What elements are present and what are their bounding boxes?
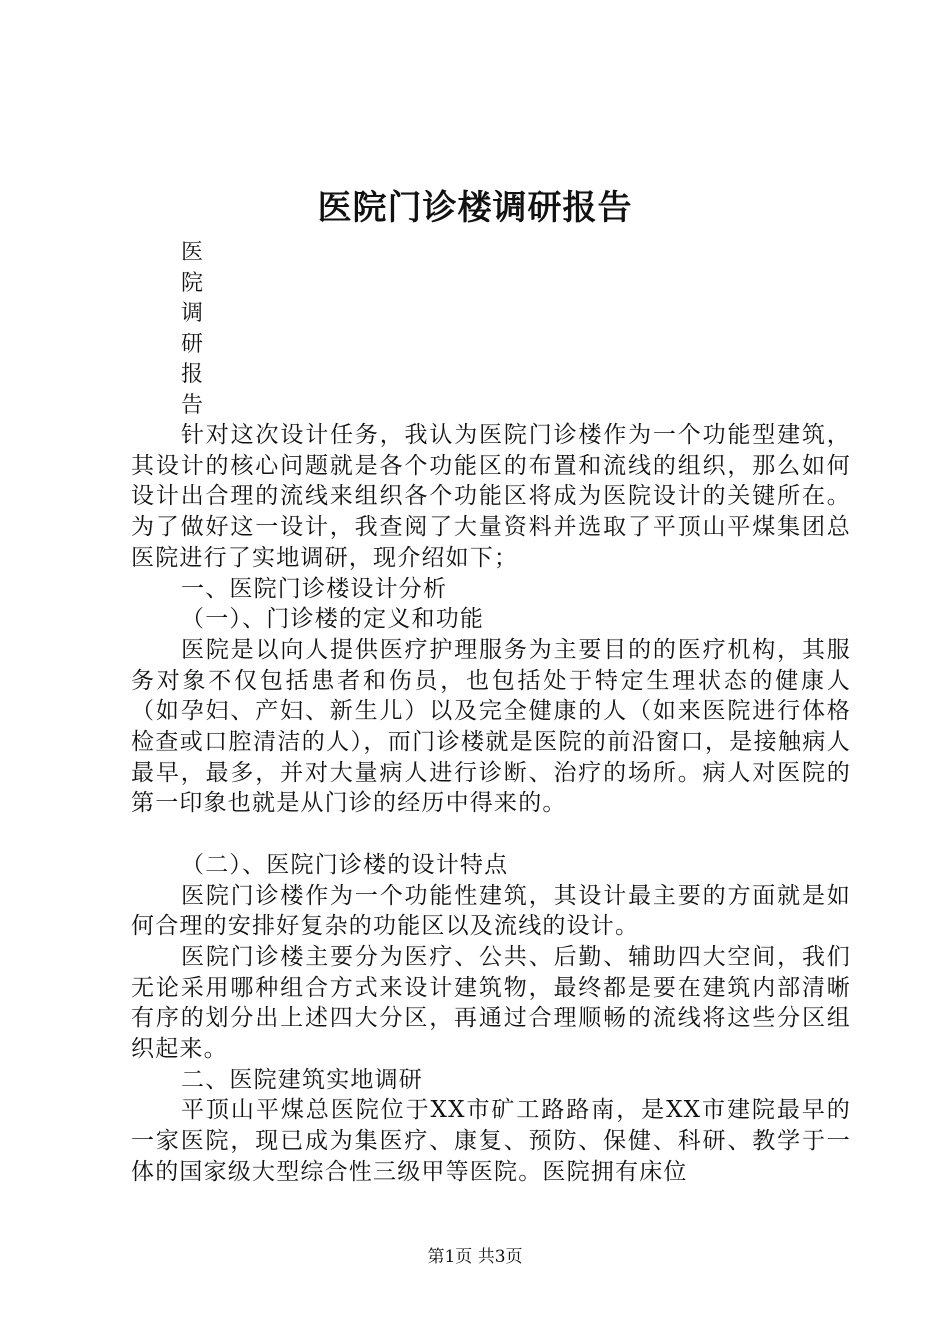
intro-paragraph: 针对这次设计任务，我认为医院门诊楼作为一个功能型建筑，其设计的核心问题就是各个功能区的布置和流线的组织，那么如何设计出合理的流线来组织各个功能区将成为医院设计的关键所在。为了做好这一设计，我查阅了大量资料并选取了平顶山平煤集团总医院进行了实地调研，现介绍如下； (131, 422, 851, 571)
vertical-char: 调 (181, 301, 204, 326)
vertical-title (181, 238, 211, 421)
paragraph-spaces: 医院门诊楼主要分为医疗、公共、后勤、辅助四大空间，我们无论采用哪种组合方式来设计建筑物，最终都是要在建筑内部清晰有序的划分出上述四大分区，再通过合理顺畅的流线将这些分区组织起来。 (131, 943, 851, 1063)
vertical-char: 院 (181, 270, 204, 296)
vertical-char: 报 (181, 362, 204, 387)
document-title: 医院门诊楼调研报告 (317, 188, 633, 228)
subsection-heading-2: （二）、医院门诊楼的设计特点 (181, 851, 509, 878)
paragraph-hospital: 平顶山平煤总医院位于XX市矿工路路南，是XX市建院最早的一家医院，现已成为集医疗、康复、预防、保健、科研、教学于一体的国家级大型综合性三级甲等医院。医院拥有床位 (131, 1097, 851, 1185)
vertical-char: 医 (181, 240, 204, 265)
section-heading-1: 一、医院门诊楼设计分析 (181, 575, 448, 602)
subsection-heading-1: （一）、门诊楼的定义和功能 (181, 606, 485, 633)
section-heading-2: 二、医院建筑实地调研 (181, 1066, 423, 1093)
spacer (131, 819, 851, 850)
document-body (131, 420, 851, 1188)
vertical-char: 研 (181, 331, 204, 357)
page-footer: 第1页 共3页 (427, 1247, 523, 1267)
paragraph-features: 医院门诊楼作为一个功能性建筑，其设计最主要的方面就是如何合理的安排好复杂的功能区以及流线的设计。 (131, 882, 851, 940)
vertical-char: 告 (181, 392, 204, 418)
paragraph-definition: 医院是以向人提供医疗护理服务为主要目的的医疗机构，其服务对象不仅包括患者和伤员，也包括处于特定生理状态的健康人（如孕妇、产妇、新生儿）以及完全健康的人（如来医院进行体格检查或口腔清洁的人），而门诊楼就是医院的前沿窗口，是接触病人最早，最多，并对大量病人进行诊断、治疗的场所。病人对医院的第一印象也就是从门诊的经历中得来的。 (131, 636, 851, 817)
